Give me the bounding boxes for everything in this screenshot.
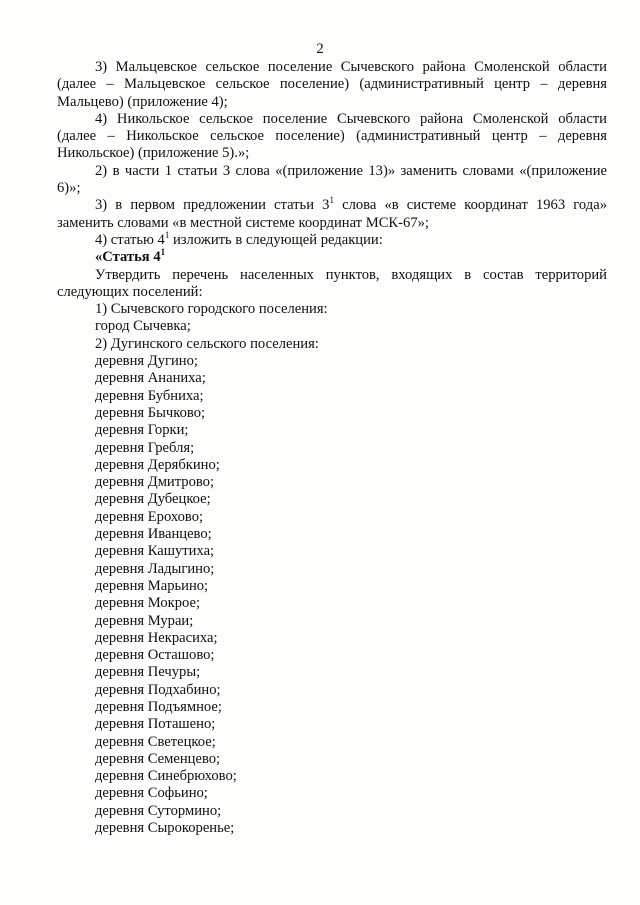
village-item: деревня Мураи;	[95, 612, 194, 629]
village-list	[57, 353, 607, 837]
village-item: деревня Марьино;	[95, 577, 209, 594]
village-item: деревня Бычково;	[95, 404, 206, 421]
village-item: деревня Подхабино;	[95, 681, 221, 698]
subheading-sychevskoe: 1) Сычевского городского поселения:	[95, 301, 328, 318]
village-item: деревня Мокрое;	[95, 595, 201, 612]
village-item: деревня Гребля;	[95, 439, 195, 456]
village-item: деревня Ладыгино;	[95, 560, 215, 577]
village-item: деревня Осташово;	[95, 647, 215, 664]
village-item: деревня Сутормино;	[95, 802, 222, 819]
village-item: деревня Семенцево;	[95, 750, 221, 767]
item-3-superscript: 1	[329, 195, 334, 206]
village-item: деревня Софьино;	[95, 785, 208, 802]
paragraph-approve-list: Утвердить перечень населенных пунктов, входящих в состав территорий следующих поселений:	[57, 266, 607, 300]
article-heading	[57, 249, 607, 266]
subheading-duginskoe: 2) Дугинского сельского поселения:	[95, 335, 319, 352]
village-item: деревня Сырокоренье;	[95, 820, 235, 837]
item-3-text-start: 3) в первом предложении статьи 3	[95, 197, 330, 214]
village-item: деревня Дубецкое;	[95, 491, 211, 508]
village-item: деревня Синебрюхово;	[95, 768, 237, 785]
document-body	[57, 59, 607, 837]
article-heading-text: «Статья 4	[95, 249, 161, 266]
paragraph-nikolskoe: 4) Никольское сельское поселение Сычевского района Смоленской области (далее – Никольское сельское поселение) (административный центр – деревня Никольское) (приложение 5).»;	[57, 110, 607, 162]
item-4-text-end: изложить в следующей редакции:	[169, 231, 383, 248]
village-item: деревня Дугино;	[95, 353, 198, 370]
item-4-text-start: 4) статью 4	[95, 231, 165, 248]
village-item: деревня Дерябкино;	[95, 456, 220, 473]
item-3-text-end: слова «в системе координат 1963 года» заменить словами «в местной системе координат МСК-67»;	[57, 197, 607, 231]
village-item: деревня Бубниха;	[95, 387, 204, 404]
page-number: 2	[316, 41, 324, 57]
village-item: деревня Ананиха;	[95, 370, 206, 387]
item-4-superscript: 1	[164, 229, 170, 240]
village-item: деревня Поташено;	[95, 716, 216, 733]
village-item: деревня Кашутиха;	[95, 543, 215, 560]
village-item: деревня Светецкое;	[95, 733, 216, 750]
village-item: деревня Дмитрово;	[95, 474, 215, 491]
village-item: деревня Печуры;	[95, 664, 201, 681]
paragraph-item-3	[57, 197, 607, 232]
village-item: деревня Ерохово;	[95, 508, 204, 525]
village-item: деревня Горки;	[95, 422, 189, 439]
paragraph-item-4	[57, 229, 607, 249]
village-item: деревня Иванцево;	[95, 526, 212, 543]
city-sychevka: город Сычевка;	[95, 318, 191, 335]
paragraph-maltsevskoe: 3) Мальцевское сельское поселение Сычевского района Смоленской области (далее – Мальцевское сельское поселение) (административный центр – деревня Мальцево) (приложение 4);	[57, 59, 607, 110]
paragraph-item-2: 2) в части 1 статьи 3 слова «(приложение 13)» заменить словами «(приложение 6)»;	[57, 162, 607, 197]
article-heading-superscript: 1	[160, 247, 166, 258]
village-item: деревня Подъямное;	[95, 698, 222, 715]
village-item: деревня Некрасиха;	[95, 629, 218, 646]
